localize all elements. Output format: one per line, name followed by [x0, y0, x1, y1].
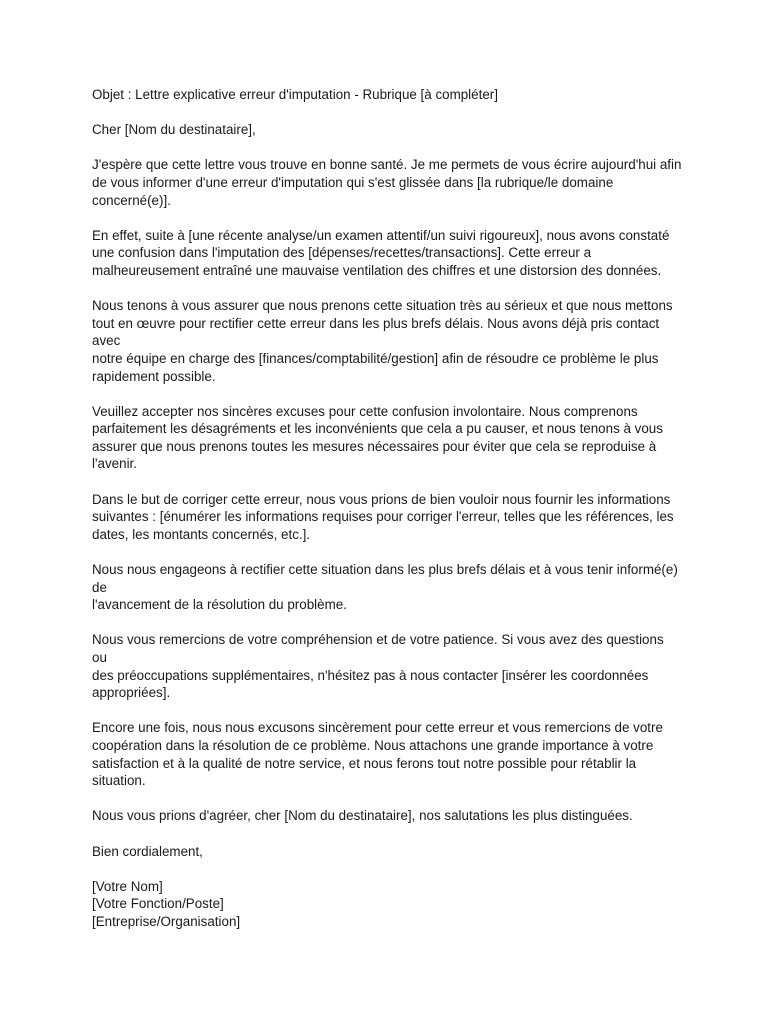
letter-paragraph: J'espère que cette lettre vous trouve en bonne santé. Je me permets de vous écrire aujourd'hui afin de vous informer d'une erreur d'imputation qui s'est glissée dans [la rubrique/le domaine concerné(e)].: [92, 157, 682, 208]
signature-name: [Votre Nom]: [92, 878, 163, 894]
letter-body: [92, 86, 682, 931]
letter-paragraph: Encore une fois, nous nous excusons sincèrement pour cette erreur et vous remercions de votre coopération dans la résolution de ce problème. Nous attachons une grande importance à votre satisfaction et à la qualité de notre service, et nous ferons tout notre possible pour rétablir la situation.: [92, 720, 663, 789]
letter-salutation: Cher [Nom du destinataire],: [92, 122, 256, 138]
letter-paragraph: Nous vous remercions de votre compréhension et de votre patience. Si vous avez des questions ou des préoccupations supplémentaires, n'hésitez pas à nous contacter [insérer les coordonnées appropriées].: [92, 632, 664, 701]
letter-paragraph: Veuillez accepter nos sincères excuses pour cette confusion involontaire. Nous comprenons parfaitement les désagréments et les inconvénients que cela a pu causer, et nous tenons à vous assurer que nous prenons toutes les mesures nécessaires pour éviter que cela se reproduise à l'avenir.: [92, 403, 663, 472]
letter-subject: Objet : Lettre explicative erreur d'imputation - Rubrique [à compléter]: [92, 87, 498, 102]
letter-paragraph: Nous vous prions d'agréer, cher [Nom du destinataire], nos salutations les plus distinguées.: [92, 808, 633, 824]
signature-position: [Votre Fonction/Poste]: [92, 896, 224, 912]
letter-paragraph: Nous tenons à vous assurer que nous prenons cette situation très au sérieux et que nous mettons tout en œuvre pour rectifier cette erreur dans les plus brefs délais. Nous avons déjà pris contact avec notre équipe en charge des [finances/comptabilité/gestion] afin de résoudre ce problème le plus rapidement possible.: [92, 298, 673, 384]
signature-company: [Entreprise/Organisation]: [92, 913, 241, 929]
letter-paragraph: Nous nous engageons à rectifier cette situation dans les plus brefs délais et à vous tenir informé(e) de l'avancement de la résolution du problème.: [92, 562, 678, 613]
letter-paragraph: Dans le but de corriger cette erreur, nous vous prions de bien vouloir nous fournir les informations suivantes : [énumérer les informations requises pour corriger l'erreur, telles que les références, les dates, les montants concernés, etc.].: [92, 491, 674, 542]
letter-closing: Bien cordialement,: [92, 843, 203, 859]
letter-paragraph: En effet, suite à [une récente analyse/un examen attentif/un suivi rigoureux], nous avons constaté une confusion dans l'imputation des [dépenses/recettes/transactions]. Cette erreur a malheureusement entraîné une mauvaise ventilation des chiffres et une distorsion des données.: [92, 227, 670, 278]
